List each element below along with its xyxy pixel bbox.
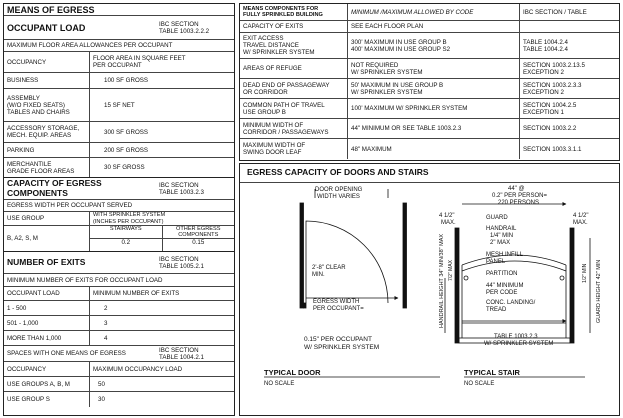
stair-drawing <box>445 204 590 343</box>
section-cell-line: SECTION 1003.2.3.3 <box>523 81 582 89</box>
stair-min-label: 44" MINIMUM <box>486 283 524 289</box>
component-cell-line: CORRIDOR / PASSAGEWAYS <box>243 128 329 136</box>
allowed-cell-line: 100' MAXIMUM W/ SPRINKLER SYSTEM <box>351 105 468 112</box>
other-value: 0.15 <box>192 239 205 246</box>
occupancy-cell: MERCHANTILE <box>7 160 52 168</box>
stair-table-ref: TABLE 1003.2.3 <box>494 334 538 340</box>
guard-label: GUARD <box>486 215 508 221</box>
area-cell: 15 SF NET <box>104 101 135 109</box>
area-cell: 300 SF GROSS <box>104 128 149 136</box>
table-row <box>240 79 619 99</box>
max-occupancy-col: MAXIMUM OCCUPANCY LOAD <box>93 365 183 373</box>
occ-cell: USE GROUP S <box>4 392 90 407</box>
exits-cell: 3 <box>104 319 108 327</box>
typical-stair-label: TYPICAL STAIR <box>464 368 520 377</box>
tread-label: TREAD <box>486 307 507 313</box>
allowed-cell <box>348 21 520 32</box>
capacity-subheader: EGRESS WIDTH PER OCCUPANT SERVED <box>7 202 133 209</box>
small-dim-label: 7/2" MAX <box>448 260 454 281</box>
section-cell-line: EXCEPTION 2 <box>523 88 564 96</box>
door-caption: 0.15" PER OCCUPANT <box>304 336 372 343</box>
component-cell <box>240 59 348 78</box>
stair-top-label: 44" @ <box>508 186 525 192</box>
min-exits-col: MINIMUM NUMBER OF EXITS <box>93 290 180 297</box>
occ-cell: USE GROUPS A, B, M <box>4 377 90 391</box>
table-row <box>4 143 234 158</box>
door-opening-label: DOOR OPENING <box>315 187 363 193</box>
section-cell <box>520 102 619 116</box>
per-occupant-label: PER OCCUPANT= <box>313 306 364 312</box>
table-row <box>4 73 234 89</box>
means-of-egress-panel <box>3 3 235 416</box>
occupancy-cell: BUSINESS <box>4 73 90 88</box>
handrail-min: 1/4" MIN <box>490 233 514 239</box>
means-of-egress-title: MEANS OF EGRESS <box>7 4 95 15</box>
table-row <box>240 59 619 79</box>
mesh-label: MESH INFILL <box>486 252 524 258</box>
section-cell-line: TABLE 1004.2.4 <box>523 45 568 53</box>
component-cell-line: OR CORRIDOR <box>243 88 288 96</box>
component-cell <box>240 21 348 32</box>
door-scale: NO SCALE <box>264 381 295 387</box>
egress-capacity-panel <box>239 163 620 416</box>
component-cell-line: EXIT ACCESS <box>243 35 284 42</box>
section-cell-line: EXCEPTION 1 <box>523 108 564 116</box>
handrail-height-label: HANDRAIL HEIGHT 34" MIN/38" MAX <box>439 233 445 328</box>
section-cell <box>520 39 619 53</box>
component-col-header-2: FULLY SPRINKLED BUILDING <box>243 12 323 18</box>
stair-dim-left-max: MAX. <box>441 220 456 226</box>
occupancy-cell: ACCESSORY STORAGE, <box>7 125 80 132</box>
occupant-load-ref: IBC SECTION <box>159 20 199 28</box>
allowed-cell-line: 48" MAXIMUM <box>351 145 392 153</box>
occupant-load-ref-table: TABLE 1003.2.2.2 <box>159 27 210 35</box>
stair-persons: 220 PERSONS <box>498 200 540 206</box>
per-code-label: PER CODE <box>486 290 518 296</box>
load-cell: 1 - 500 <box>4 301 90 315</box>
allowed-cell <box>348 119 520 138</box>
occupant-load-header <box>4 16 234 40</box>
table-row <box>4 301 234 316</box>
use-group-header: USE GROUP <box>4 212 90 225</box>
allowed-cell <box>348 99 520 118</box>
component-cell-line: DEAD END OF PASSAGEWAY <box>243 81 330 89</box>
occ-load-cell: 30 <box>98 396 105 403</box>
allowed-cell-line: 300' MAXIMUM IN USE GROUP B <box>351 38 447 46</box>
landing-label: CONC. LANDING/ <box>486 300 536 306</box>
section-cell-line: TABLE 1004.2.4 <box>523 38 568 46</box>
stair-dim-right-max: MAX. <box>573 220 588 226</box>
capacity-ref: IBC SECTION <box>159 181 199 189</box>
table-row <box>4 377 234 392</box>
use-group-values: B, A2, S, M <box>4 226 90 251</box>
occupant-load-title: OCCUPANT LOAD <box>7 22 86 33</box>
component-cell-line: TRAVEL DISTANCE <box>243 42 299 49</box>
capacity-title: CAPACITY OF EGRESS <box>7 178 102 188</box>
stair-sprinkler: W/ SPRINKLER SYSTEM <box>484 341 554 347</box>
door-width-label: WIDTH VARIES <box>317 194 360 200</box>
allowed-cell <box>348 79 520 98</box>
other-egress-header: OTHER EGRESS <box>176 226 221 232</box>
allowed-cell-line: NOT REQUIRED <box>351 61 399 69</box>
handrail-label: HANDRAIL <box>486 226 517 232</box>
allowed-cell <box>348 59 520 78</box>
stair-scale: NO SCALE <box>464 381 495 387</box>
section-col-header: IBC SECTION / TABLE <box>523 8 587 16</box>
section-cell-line: SECTION 1003.2.13.5 <box>523 61 585 69</box>
allowed-col-header: MINIMUM /MAXIMUM ALLOWED BY CODE <box>348 4 520 20</box>
table-row <box>240 139 619 159</box>
stair-value: 0.2 <box>121 239 131 246</box>
capacity-title-2: COMPONENTS <box>7 187 68 198</box>
occupant-load-col: OCCUPANT LOAD <box>4 287 90 300</box>
occupant-load-subheader: MAXIMUM FLOOR AREA ALLOWANCES PER OCCUPANT <box>7 42 173 49</box>
door-clear-label: 2'-8" CLEAR <box>312 265 346 271</box>
allowed-cell-line: W/ SPRINKLER SYSTEM <box>351 68 423 76</box>
table-row <box>240 99 619 119</box>
partition-label: PARTITION <box>486 271 518 277</box>
section-cell <box>520 125 619 132</box>
component-cell <box>240 79 348 98</box>
handrail-max: 2" MAX <box>490 240 511 246</box>
allowed-cell-line: 400' MAXIMUM IN USE GROUP S2 <box>351 45 451 53</box>
fully-sprinklered-table <box>239 3 620 161</box>
component-cell-line: W/ SPRINKLER SYSTEM <box>243 49 315 56</box>
floor-area-col-header: FLOOR AREA IN SQUARE FEET <box>93 55 186 62</box>
allowed-cell <box>348 139 520 159</box>
sprinkler-header-2: (INCHES PER OCCUPANT) <box>93 218 164 225</box>
capacity-ref-table: TABLE 1003.2.3 <box>159 188 204 196</box>
allowed-cell <box>348 33 520 58</box>
door-caption-2: W/ SPRINKLER SYSTEM <box>304 344 380 351</box>
table-row <box>240 119 619 139</box>
floor-area-col-header-2: PER OCCUPANT <box>93 62 142 69</box>
section-cell-line: SECTION 1004.2.5 <box>523 101 577 109</box>
exits-cell: 4 <box>104 334 108 342</box>
allowed-cell-line: W/ SPRINKLER SYSTEM <box>351 88 423 96</box>
spaces-ref: IBC SECTION <box>159 346 199 354</box>
load-cell: 501 - 1,000 <box>4 316 90 330</box>
table-row <box>4 316 234 331</box>
typical-door-label: TYPICAL DOOR <box>264 368 321 377</box>
gap-dim-label: 1/2" MIN <box>582 263 588 283</box>
component-cell <box>240 119 348 138</box>
component-cell-line: USE GROUP B <box>243 108 286 116</box>
occupancy-cell: PARKING <box>4 143 90 157</box>
component-cell-line: MINIMUM WIDTH OF <box>243 121 304 129</box>
occupancy-cell-2: GRADE FLOOR AREAS <box>7 167 75 175</box>
table-row <box>4 331 234 346</box>
occupancy-cell-3: TABLES AND CHAIRS <box>7 108 70 116</box>
component-cell-line: COMMON PATH OF TRAVEL <box>243 101 325 109</box>
component-col-header: MEANS COMPONENTS FOR <box>243 5 319 12</box>
table-row <box>4 392 234 407</box>
egress-width-label: EGRESS WIDTH <box>313 299 360 305</box>
exits-header <box>4 252 234 274</box>
table-header-row <box>240 4 619 21</box>
capacity-header <box>4 178 234 200</box>
table-row <box>4 122 234 143</box>
table-row <box>240 21 619 33</box>
section-cell-line: SECTION 1003.2.2 <box>523 125 577 132</box>
spaces-ref-table: TABLE 1004.2.1 <box>159 353 204 361</box>
area-cell: 30 SF GROSS <box>104 164 145 171</box>
other-egress-header-2: COMPONENTS <box>178 232 219 239</box>
table-row <box>4 89 234 122</box>
mesh-panel: PANEL <box>486 259 506 265</box>
egress-drawings <box>240 183 619 416</box>
component-cell-line: AREAS OF REFUGE <box>243 65 302 72</box>
table-row <box>4 158 234 178</box>
sprinkler-header: WITH SPRINKLER SYSTEM <box>93 212 166 219</box>
load-cell: MORE THAN 1,000 <box>4 331 90 345</box>
exits-ref-table: TABLE 1005.2.1 <box>159 262 204 270</box>
component-cell <box>240 139 348 159</box>
section-cell <box>520 62 619 76</box>
exits-title: NUMBER OF EXITS <box>7 256 86 267</box>
allowed-cell-line: 44" MINIMUM OR SEE TABLE 1003.2.3 <box>351 125 462 132</box>
component-cell <box>240 99 348 118</box>
exits-ref: IBC SECTION <box>159 255 199 263</box>
stairways-header: STAIRWAYS <box>90 226 162 239</box>
stair-dim-right: 4 1/2" <box>573 213 589 219</box>
area-cell: 200 SF GROSS <box>104 146 149 154</box>
stair-dim-left: 4 1/2" <box>439 213 455 219</box>
section-cell <box>520 146 619 153</box>
occupancy-col-header: OCCUPANCY <box>4 52 90 72</box>
section-cell-line: SECTION 1003.3.1.1 <box>523 145 582 153</box>
exits-subheader: MINIMUM NUMBER OF EXITS FOR OCCUPANT LOAD <box>7 276 163 284</box>
allowed-cell-line: SEE EACH FLOOR PLAN <box>351 23 424 30</box>
spaces-header: SPACES WITH ONE MEANS OF EGRESS <box>7 350 126 357</box>
stair-per-person: 0.2" PER PERSON= <box>492 193 547 199</box>
component-cell <box>240 33 348 58</box>
area-cell: 100 SF GROSS <box>104 77 149 84</box>
allowed-cell-line: 50' MAXIMUM IN USE GROUP B <box>351 81 444 89</box>
exits-cell: 2 <box>104 304 108 312</box>
section-cell-line: EXCEPTION 2 <box>523 68 564 76</box>
occ-load-cell: 50 <box>98 380 105 388</box>
door-clear-min: MIN. <box>312 272 325 278</box>
table-row <box>240 33 619 59</box>
occupancy-cell-2: MECH. EQUIP. AREAS <box>7 132 72 139</box>
section-cell <box>520 82 619 96</box>
component-cell-line: SWING DOOR LEAF <box>243 149 302 156</box>
component-cell-line: CAPACITY OF EXITS <box>243 23 304 30</box>
component-cell-line: MAXIMUM WIDTH OF <box>243 142 306 149</box>
egress-capacity-title: EGRESS CAPACITY OF DOORS AND STAIRS <box>247 167 429 177</box>
guard-height-label: GUARD HEIGHT 42" MIN <box>596 259 602 323</box>
occupancy-cell: ASSEMBLY <box>7 94 40 102</box>
door-drawing <box>300 189 407 308</box>
occupancy-cell-2: (W/O FIXED SEATS) <box>7 101 65 109</box>
occupancy-col: OCCUPANCY <box>4 362 90 376</box>
